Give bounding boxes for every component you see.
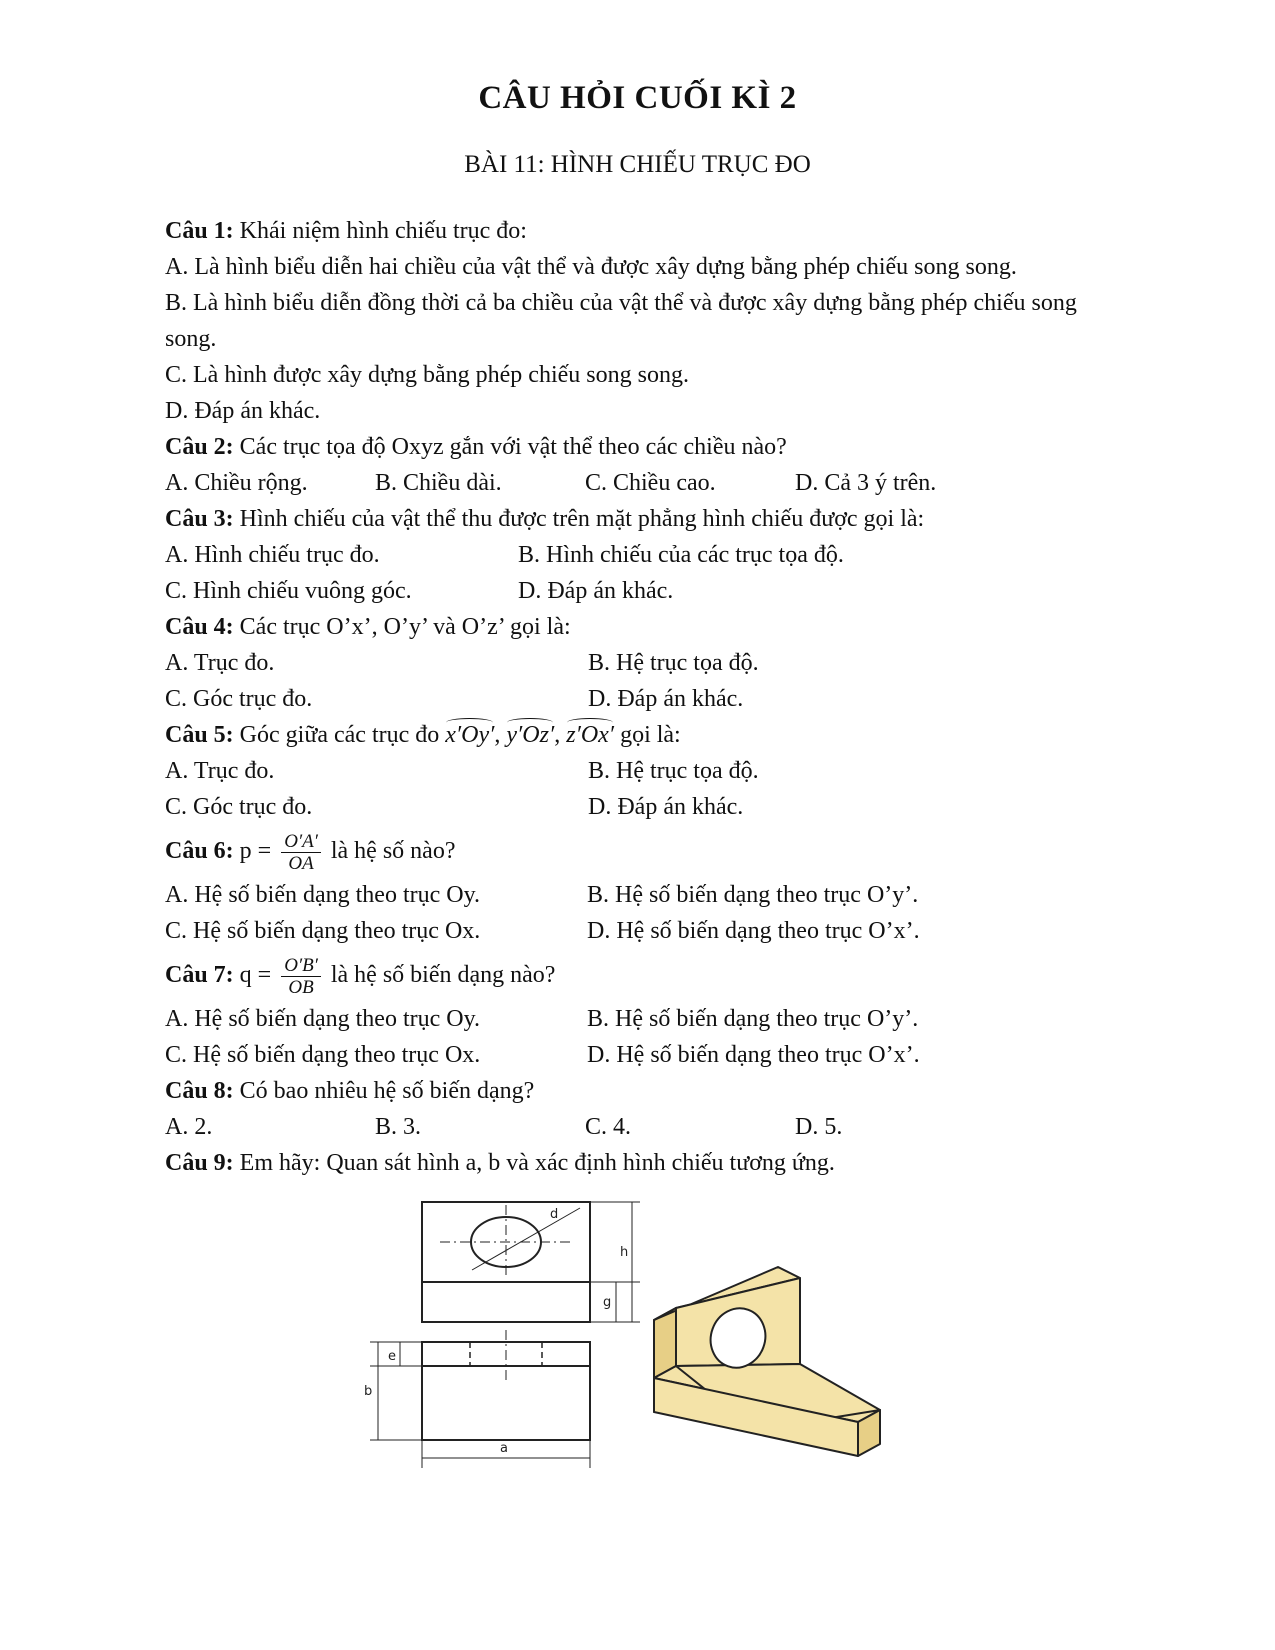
- question-7: [165, 949, 1095, 1001]
- options-row-3b: [165, 573, 1095, 609]
- question-5: Câu 5: Góc giữa các trục đo x′Oy′, y′Oz′, z′Ox′ gọi là:: [165, 717, 1095, 753]
- option-4a: A. Trục đo.: [165, 650, 275, 676]
- option-6b: B. Hệ số biến dạng theo trục O’y’.: [587, 882, 919, 908]
- question-2: [165, 429, 1095, 465]
- option-5d: D. Đáp án khác.: [588, 794, 744, 820]
- fraction-numerator: O′B′: [281, 955, 321, 977]
- option-3c: C. Hình chiếu vuông góc.: [165, 578, 412, 604]
- fraction-denominator: OA: [288, 852, 314, 874]
- options-row-6b: [165, 913, 1095, 949]
- option-8a: A. 2.: [165, 1114, 213, 1140]
- fraction-numerator: O′A′: [281, 831, 321, 853]
- option-7b: B. Hệ số biến dạng theo trục O’y’.: [587, 1006, 919, 1032]
- angle-xoy: x′Oy′: [445, 717, 494, 753]
- question-text: Khái niệm hình chiếu trục đo:: [233, 218, 527, 244]
- option-1a: A. Là hình biểu diễn hai chiều của vật thể và được xây dựng bằng phép chiếu song song.: [165, 254, 1017, 280]
- option-1b: B. Là hình biểu diễn đồng thời cả ba chiều của vật thể và được xây dựng bằng phép chiếu song song.: [165, 290, 1077, 352]
- isometric-block: [654, 1267, 880, 1456]
- question-label: Câu 2:: [165, 434, 234, 460]
- question-text: Góc giữa các trục đo: [233, 722, 446, 748]
- options-row-8: [165, 1109, 1095, 1145]
- question-prefix: p =: [233, 838, 278, 864]
- options-row-6a: [165, 877, 1095, 913]
- question-8: [165, 1073, 1095, 1109]
- angle-yoz: y′Oz′: [506, 717, 554, 753]
- option-3a: A. Hình chiếu trục đo.: [165, 542, 380, 568]
- question-label: Câu 1:: [165, 218, 234, 244]
- fraction: [281, 955, 321, 998]
- question-label: Câu 7:: [165, 962, 234, 988]
- fraction: [281, 831, 321, 874]
- page-title: CÂU HỎI CUỐI KÌ 2: [478, 80, 797, 116]
- options-row-2: [165, 465, 1095, 501]
- option-1d: D. Đáp án khác.: [165, 398, 321, 424]
- option-7c: C. Hệ số biến dạng theo trục Ox.: [165, 1042, 481, 1068]
- options-row-4a: [165, 645, 1095, 681]
- option-6c: C. Hệ số biến dạng theo trục Ox.: [165, 918, 481, 944]
- question-label: Câu 4:: [165, 614, 234, 640]
- option-2d: D. Cả 3 ý trên.: [795, 470, 937, 496]
- option-6d: D. Hệ số biến dạng theo trục O’x’.: [587, 918, 920, 944]
- question-label: Câu 8:: [165, 1078, 234, 1104]
- question-label: Câu 5:: [165, 722, 234, 748]
- option-2b: B. Chiều dài.: [375, 470, 502, 496]
- dim-label-h: h: [620, 1245, 629, 1260]
- question-4: [165, 609, 1095, 645]
- option-5a: A. Trục đo.: [165, 758, 275, 784]
- question-text: Em hãy: Quan sát hình a, b và xác định hình chiếu tương ứng.: [233, 1150, 835, 1176]
- option-8b: B. 3.: [375, 1114, 422, 1140]
- question-text-after: gọi là:: [614, 722, 681, 748]
- question-1: [165, 213, 1095, 249]
- dim-label-b: b: [364, 1384, 373, 1399]
- option-8d: D. 5.: [795, 1114, 843, 1140]
- question-text-after: là hệ số nào?: [324, 838, 456, 864]
- dimension-labels: [364, 1207, 628, 1456]
- question-list: [165, 213, 1095, 1181]
- question-text: Hình chiếu của vật thể thu được trên mặt phẳng hình chiếu được gọi là:: [233, 506, 925, 532]
- option-3b: B. Hình chiếu của các trục tọa độ.: [518, 542, 844, 568]
- question-text: Có bao nhiêu hệ số biến dạng?: [233, 1078, 535, 1104]
- option-2c: C. Chiều cao.: [585, 470, 716, 496]
- question-label: Câu 6:: [165, 838, 234, 864]
- dim-label-g: g: [603, 1295, 612, 1310]
- options-row-4b: [165, 681, 1095, 717]
- question-label: Câu 9:: [165, 1150, 234, 1176]
- question-6: [165, 825, 1095, 877]
- options-row-7a: [165, 1001, 1095, 1037]
- options-row-5a: [165, 753, 1095, 789]
- question-prefix: q =: [233, 962, 278, 988]
- option-5b: B. Hệ trục tọa độ.: [588, 758, 759, 784]
- options-row-5b: [165, 789, 1095, 825]
- options-row-7b: [165, 1037, 1095, 1073]
- question-text-after: là hệ số biến dạng nào?: [324, 962, 556, 988]
- option-4b: B. Hệ trục tọa độ.: [588, 650, 759, 676]
- lesson-subtitle: BÀI 11: HÌNH CHIẾU TRỤC ĐO: [464, 151, 811, 178]
- option-6a: A. Hệ số biến dạng theo trục Oy.: [165, 882, 481, 908]
- question-text: Các trục O’x’, O’y’ và O’z’ gọi là:: [233, 614, 571, 640]
- question-label: Câu 3:: [165, 506, 234, 532]
- option-4c: C. Góc trục đo.: [165, 686, 313, 712]
- question-9: [165, 1145, 1095, 1181]
- option-7a: A. Hệ số biến dạng theo trục Oy.: [165, 1006, 481, 1032]
- option-2a: A. Chiều rộng.: [165, 470, 308, 496]
- dim-label-a: a: [500, 1441, 508, 1456]
- option-7d: D. Hệ số biến dạng theo trục O’x’.: [587, 1042, 920, 1068]
- option-5c: C. Góc trục đo.: [165, 794, 313, 820]
- question-text: Các trục tọa độ Oxyz gắn với vật thể theo các chiều nào?: [233, 434, 787, 460]
- option-1c: C. Là hình được xây dựng bằng phép chiếu song song.: [165, 362, 689, 388]
- question-3: [165, 501, 1095, 537]
- fraction-denominator: OB: [288, 976, 314, 998]
- option-4d: D. Đáp án khác.: [588, 686, 744, 712]
- technical-drawing-figure: [360, 1190, 920, 1490]
- options-row-3a: [165, 537, 1095, 573]
- option-8c: C. 4.: [585, 1114, 632, 1140]
- drawing-svg: [360, 1190, 920, 1490]
- option-3d: D. Đáp án khác.: [518, 578, 674, 604]
- dim-label-d: d: [550, 1207, 559, 1222]
- dim-label-e: e: [388, 1349, 396, 1364]
- angle-zox: z′Ox′: [566, 717, 614, 753]
